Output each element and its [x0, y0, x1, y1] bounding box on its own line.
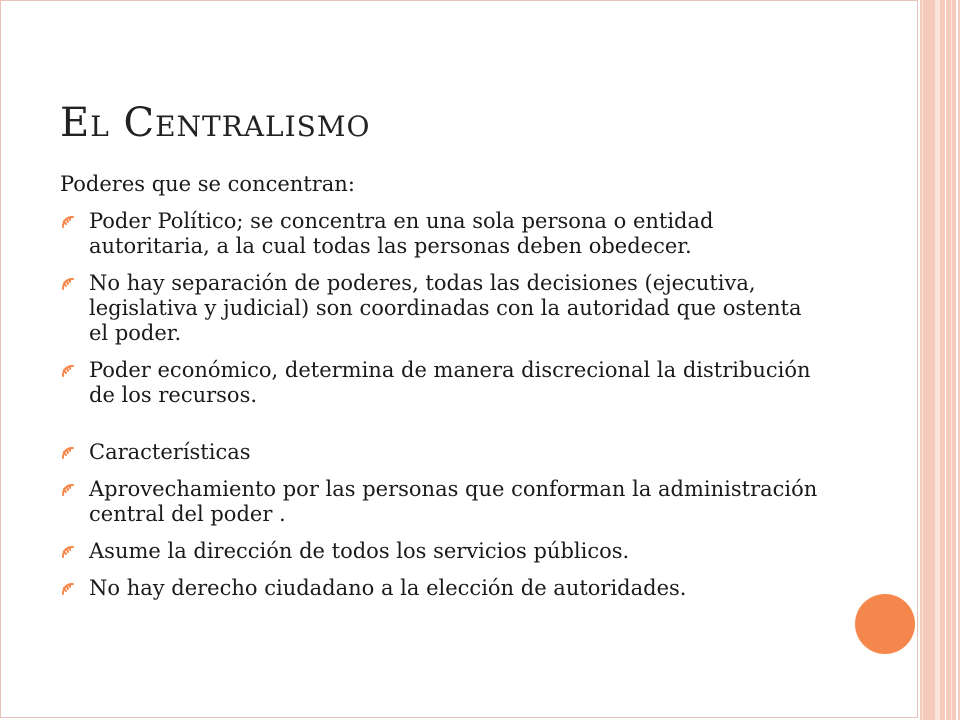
fern-bullet-icon: [60, 482, 76, 498]
side-decoration: [918, 0, 960, 720]
bullet-text: Poder Político; se concentra en una sola persona o entidad autoritaria, a la cual todas las personas deben obedecer.: [89, 209, 714, 258]
list-item: [60, 576, 820, 601]
list-item: [60, 440, 820, 465]
list-item: [60, 271, 820, 346]
slide-title: El Centralismo: [60, 100, 371, 146]
bullet-text: Asume la dirección de todos los servicios públicos.: [89, 539, 630, 563]
bullet-text: Poder económico, determina de manera discrecional la distribución de los recursos.: [89, 358, 811, 407]
list-item: [60, 477, 820, 527]
list-item: [60, 358, 820, 408]
slide-intro: Poderes que se concentran:: [60, 172, 355, 196]
bullet-text: No hay derecho ciudadano a la elección de autoridades.: [89, 576, 687, 600]
fern-bullet-icon: [60, 445, 76, 461]
list-item: [60, 209, 820, 259]
bullet-text: Características: [89, 440, 251, 464]
fern-bullet-icon: [60, 581, 76, 597]
bullet-text: No hay separación de poderes, todas las decisiones (ejecutiva, legislativa y judicial) son coordinadas con la autoridad que ostenta el poder.: [89, 271, 802, 345]
fern-bullet-icon: [60, 363, 76, 379]
bullet-text: Aprovechamiento por las personas que conforman la administración central del poder .: [89, 477, 818, 526]
list-item: [60, 539, 820, 564]
fern-bullet-icon: [60, 214, 76, 230]
bullet-list: [60, 209, 820, 613]
decorative-circle: [855, 594, 915, 654]
fern-bullet-icon: [60, 276, 76, 292]
fern-bullet-icon: [60, 544, 76, 560]
